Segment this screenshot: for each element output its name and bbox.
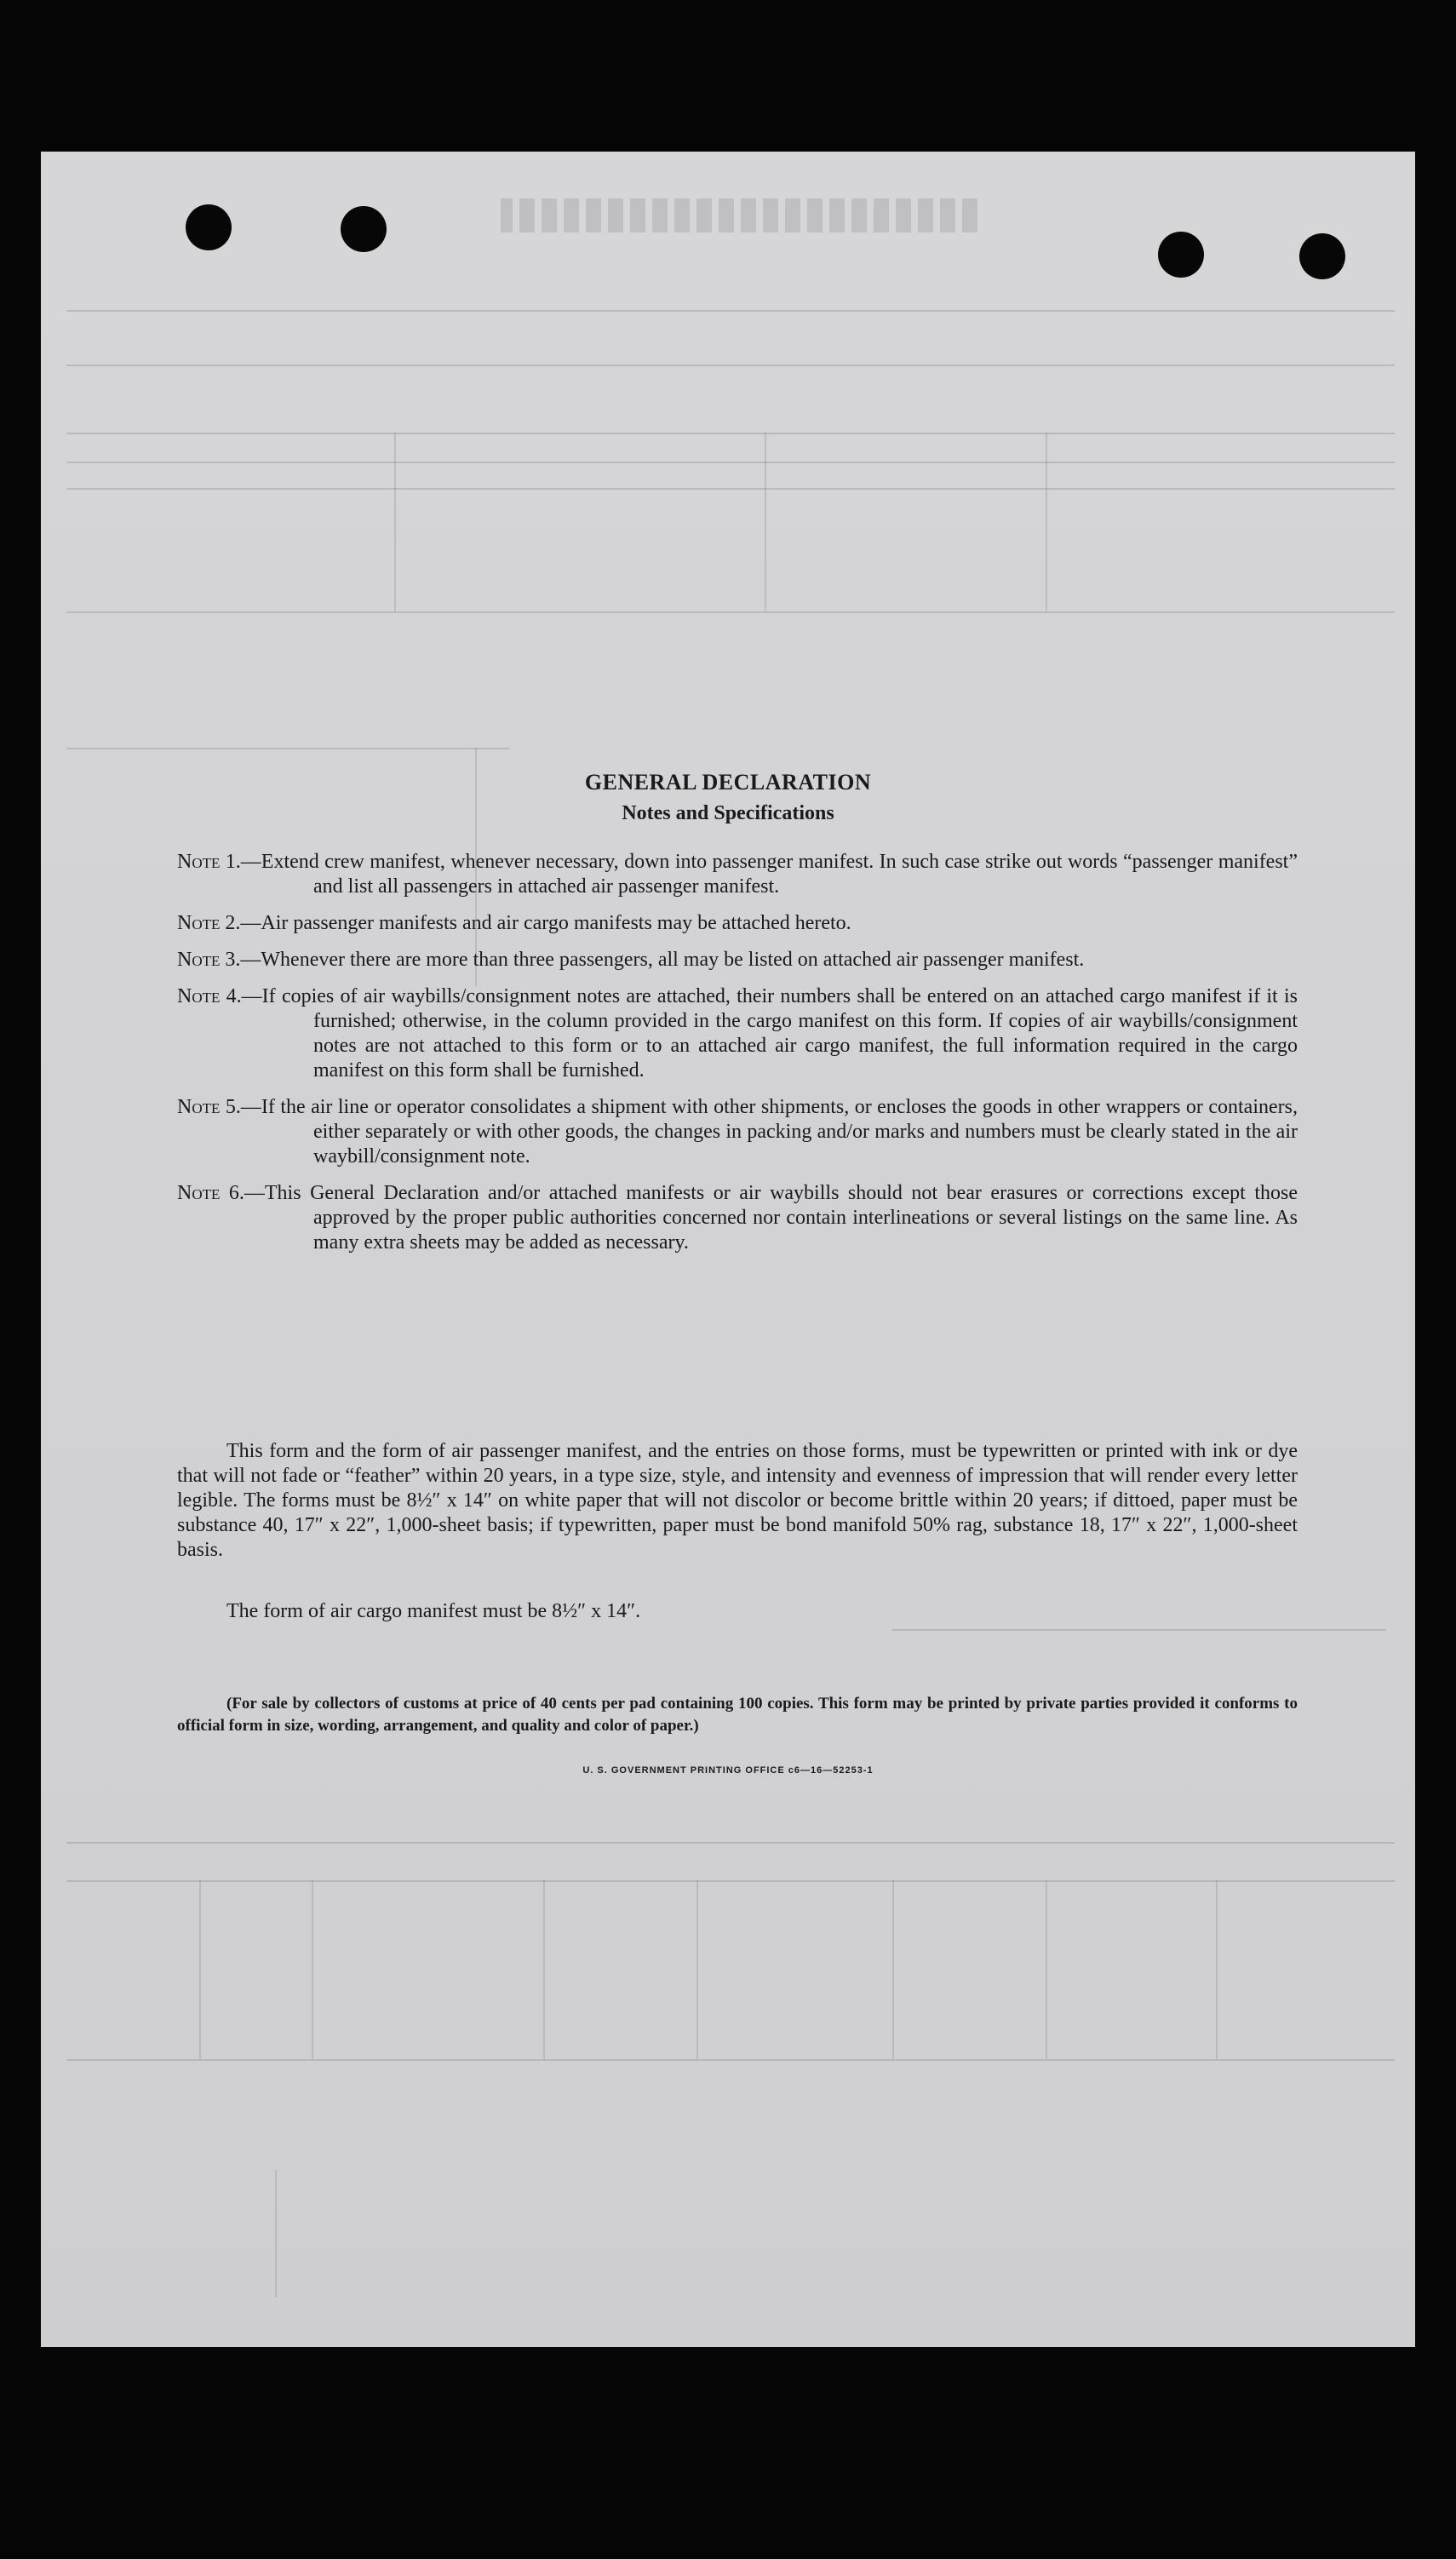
show-through-line <box>394 433 396 611</box>
cargo-form-size: The form of air cargo manifest must be 8½″ x 14″. <box>226 1600 641 1622</box>
show-through-line <box>199 1880 201 2059</box>
show-through-line <box>66 748 509 749</box>
show-through-line <box>765 433 766 611</box>
note-heading: Note 3. <box>177 949 241 971</box>
form-specification-paragraph: This form and the form of air passenger manifest, and the entries on those forms, must be typewritten or printed with ink or dye that will not fade or “feather” within 20 years, in a type size, style, and intensity and evenness of impression that will render every letter legible. The forms must be 8½″ x 14″ on white paper that will not discolor or become brittle within 20 years; if dittoed, paper must be substance 40, 17″ x 22″, 1,000-sheet basis; if typewritten, paper must be bond manifold 50% rag, substance 18, 17″ x 22″, 1,000-sheet basis. <box>177 1440 1298 1561</box>
show-through-line <box>66 1880 1395 1882</box>
note-item: Note 6.—This General Declaration and/or attached manifests or air waybills should not bear erasures or corrections except those approved by the proper public authorities concerned nor contain interlineations or several listings on the same line. As many extra sheets may be added as necessary. <box>177 1182 1298 1254</box>
note-text: Extend crew manifest, whenever necessary, down into passenger manifest. In such case strike out words “passenger manifest” and list all passengers in attached air passenger manifest. <box>261 851 1298 898</box>
show-through-line <box>1046 433 1047 611</box>
punch-hole <box>1158 232 1204 278</box>
printer-line: U. S. GOVERNMENT PRINTING OFFICE c6—16—52253-1 <box>582 1765 874 1776</box>
note-text: This General Declaration and/or attached manifests or air waybills should not bear erasures or corrections except those approved by the proper public authorities concerned nor contain interlineations or several listings on the same line. As many extra sheets may be added as necessary. <box>264 1182 1298 1254</box>
show-through-line <box>1046 1880 1047 2059</box>
note-text: If the air line or operator consolidates a shipment with other shipments, or encloses the goods in other wrappers or containers, either separately or with other goods, the changes in packing and/or marks and numbers must be clearly stated in the air waybill/consignment note. <box>261 1096 1298 1168</box>
punch-hole <box>341 206 387 252</box>
note-heading: Note 6. <box>177 1182 244 1204</box>
note-text: Air passenger manifests and air cargo manifests may be attached hereto. <box>261 912 851 934</box>
show-through-line <box>66 2059 1395 2061</box>
punch-hole <box>1299 233 1345 279</box>
show-through-line <box>66 364 1395 366</box>
note-item: Note 4.—If copies of air waybills/consignment notes are attached, their numbers shall be entered on an attached cargo manifest if it is furnished; otherwise, in the column provided in the cargo manifest on this form. If copies of air waybills/consignment notes are not attached to this form or to an attached air cargo manifest, the full information required in the cargo manifest on this form shall be furnished. <box>177 985 1298 1082</box>
note-item: Note 1.—Extend crew manifest, whenever necessary, down into passenger manifest. In such case strike out words “passenger manifest” and list all passengers in attached air passenger manifest. <box>177 851 1298 898</box>
notes-list <box>177 850 1298 1267</box>
punch-hole <box>186 204 232 250</box>
show-through-line <box>312 1880 313 2059</box>
page-subtitle: Notes and Specifications <box>622 802 834 824</box>
show-through-line <box>275 2170 277 2298</box>
show-through-line <box>892 1629 1386 1631</box>
note-heading: Note 4. <box>177 985 242 1007</box>
document-page <box>41 152 1415 2347</box>
show-through-line <box>696 1880 698 2059</box>
sale-notice: (For sale by collectors of customs at price of 40 cents per pad containing 100 copies. This form may be printed by private parties provided it conforms to official form in size, wording, arrangement, and quality and color of paper.) <box>177 1695 1298 1735</box>
show-through-line <box>66 433 1395 434</box>
page-title: GENERAL DECLARATION <box>584 770 872 795</box>
note-text: If copies of air waybills/consignment notes are attached, their numbers shall be entered on an attached cargo manifest if it is furnished; otherwise, in the column provided in the cargo manifest on this form. If copies of air waybills/consignment notes are not attached to this form or to an attached air cargo manifest, the full information required in the cargo manifest on this form shall be furnished. <box>261 985 1298 1082</box>
note-item: Note 2.—Air passenger manifests and air cargo manifests may be attached hereto. <box>177 912 851 934</box>
show-through-line <box>66 611 1395 613</box>
show-through-line <box>66 1842 1395 1844</box>
show-through-line <box>66 462 1395 463</box>
show-through-line <box>1216 1880 1218 2059</box>
note-item: Note 5.—If the air line or operator consolidates a shipment with other shipments, or encloses the goods in other wrappers or containers, either separately or with other goods, the changes in packing and/or marks and numbers must be clearly stated in the air waybill/consignment note. <box>177 1096 1298 1168</box>
note-heading: Note 5. <box>177 1096 241 1118</box>
show-through-line <box>66 488 1395 490</box>
show-through-line <box>543 1880 545 2059</box>
note-item: Note 3.—Whenever there are more than three passengers, all may be listed on attached air passenger manifest. <box>177 949 1085 971</box>
note-text: Whenever there are more than three passengers, all may be listed on attached air passenger manifest. <box>261 949 1085 971</box>
note-heading: Note 2. <box>177 912 241 934</box>
show-through-header <box>501 198 977 232</box>
show-through-line <box>892 1880 894 2059</box>
note-heading: Note 1. <box>177 851 241 873</box>
show-through-line <box>66 310 1395 312</box>
